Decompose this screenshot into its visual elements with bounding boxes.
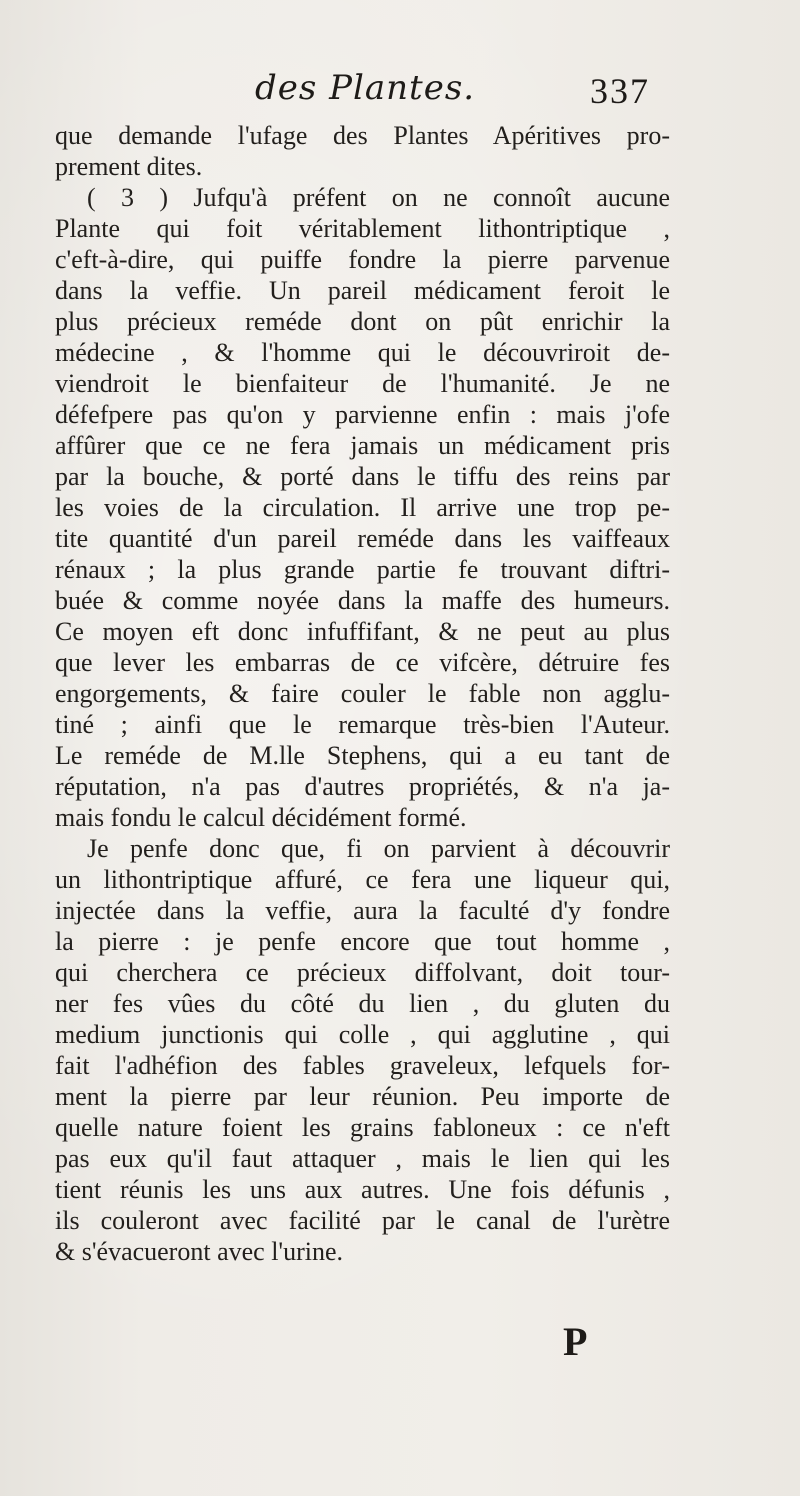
- running-head: [0, 68, 800, 118]
- text-line: les voies de la circulation. Il arrive une trop pe-: [55, 493, 670, 522]
- text-line: quelle nature foient les grains fabloneux : ce n'eft: [55, 1113, 670, 1142]
- text-line: prement dites.: [55, 152, 203, 181]
- text-line: fait l'adhéfion des fables graveleux, lefquels for-: [55, 1051, 670, 1080]
- text-line: pas eux qu'il faut attaquer , mais le lien qui les: [55, 1144, 670, 1173]
- text-line: tiné ; ainfi que le remarque très-bien l'Auteur.: [55, 710, 670, 739]
- text-line: ils couleront avec facilité par le canal de l'urètre: [55, 1206, 670, 1235]
- text-line: par la bouche, & porté dans le tiffu des reins par: [55, 462, 670, 491]
- text-line: réputation, n'a pas d'autres propriétés, & n'a ja-: [55, 772, 670, 801]
- text-line: engorgements, & faire couler le fable non agglu-: [55, 679, 670, 708]
- text-line: médecine , & l'homme qui le découvriroit de-: [55, 338, 670, 367]
- text-line: la pierre : je penfe encore que tout homme ,: [55, 927, 670, 956]
- text-line: medium junctionis qui colle , qui agglutine , qui: [55, 1020, 670, 1049]
- text-line: que demande l'ufage des Plantes Apéritives pro-: [55, 121, 670, 150]
- text-line: injectée dans la veffie, aura la faculté d'y fondre: [55, 896, 670, 925]
- text-line: tite quantité d'un pareil reméde dans les vaiffeaux: [55, 524, 670, 553]
- text-line: Plante qui foit véritablement lithontriptique ,: [55, 214, 670, 243]
- running-head-title: des Plantes.: [255, 68, 476, 108]
- footnote-start-line: ( 3 ) Jufqu'à préfent on ne connoît aucune: [87, 183, 670, 212]
- text-line: viendroit le bienfaiteur de l'humanité. Je ne: [55, 369, 670, 398]
- text-line: rénaux ; la plus grande partie fe trouvant diftri-: [55, 555, 670, 584]
- paragraph-start-line: Je penfe donc que, fi on parvient à découvrir: [87, 834, 670, 863]
- page-number: 337: [590, 71, 650, 111]
- text-line: un lithontriptique affuré, ce fera une liqueur qui,: [55, 865, 670, 894]
- text-line: Ce moyen eft donc infuffifant, & ne peut au plus: [55, 617, 670, 646]
- text-line: dans la veffie. Un pareil médicament feroit le: [55, 276, 670, 305]
- text-line: buée & comme noyée dans la maffe des humeurs.: [55, 586, 670, 615]
- catchword: P: [563, 1319, 588, 1364]
- text-line: tient réunis les uns aux autres. Une fois défunis ,: [55, 1175, 670, 1204]
- text-line: que lever les embarras de ce vifcère, détruire fes: [55, 648, 670, 677]
- text-line: mais fondu le calcul décidément formé.: [55, 803, 467, 832]
- text-line: ment la pierre par leur réunion. Peu importe de: [55, 1082, 670, 1111]
- text-line: affûrer que ce ne fera jamais un médicament pris: [55, 431, 670, 460]
- body-text: [55, 120, 670, 1267]
- text-line: ner fes vûes du côté du lien , du gluten du: [55, 989, 670, 1018]
- text-line: plus précieux reméde dont on pût enrichir la: [55, 307, 670, 336]
- text-line: & s'évacueront avec l'urine.: [55, 1237, 344, 1266]
- text-line: Le reméde de M.lle Stephens, qui a eu tant de: [55, 741, 670, 770]
- text-line: c'eft-à-dire, qui puiffe fondre la pierre parvenue: [55, 245, 670, 274]
- text-line: défefpere pas qu'on y parvienne enfin : mais j'ofe: [55, 400, 670, 429]
- text-line: qui cherchera ce précieux diffolvant, doit tour-: [55, 958, 670, 987]
